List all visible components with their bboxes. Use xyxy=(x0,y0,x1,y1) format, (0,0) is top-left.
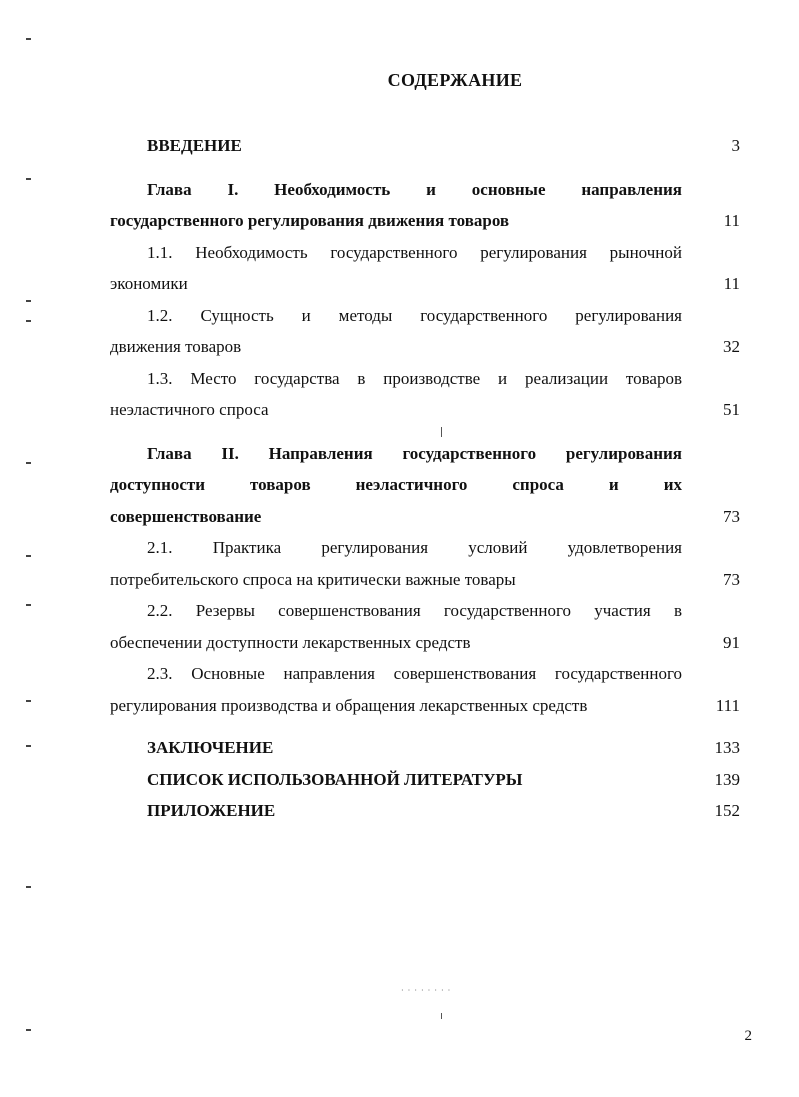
scan-mark xyxy=(441,1013,442,1019)
toc-entry-appendix xyxy=(110,795,740,827)
scan-mark xyxy=(26,555,31,557)
toc-page-number: 133 xyxy=(714,738,740,757)
scan-mark xyxy=(26,604,31,606)
scan-mark xyxy=(26,300,31,302)
toc-section-2-2 xyxy=(110,595,740,658)
toc-section-line: 2.1. Практика регулирования условий удовлетворения xyxy=(147,538,682,557)
toc-entry-title: ЗАКЛЮЧЕНИЕ xyxy=(147,738,274,757)
toc-section-2-3 xyxy=(110,658,740,721)
toc-section-line: движения товаров xyxy=(110,337,242,356)
toc-page-number: 152 xyxy=(714,801,740,820)
toc-page-number: 73 xyxy=(723,569,740,589)
toc-page-number: 139 xyxy=(714,769,740,789)
scan-mark: · · · · · · · · xyxy=(401,986,452,995)
toc-section-1-1 xyxy=(110,237,740,300)
toc-section-line: экономики xyxy=(110,274,188,293)
toc-page-number: 11 xyxy=(723,274,740,293)
toc-chapter-line: совершенствование xyxy=(110,506,262,526)
scan-mark xyxy=(26,745,31,747)
toc-section-line: 1.1. Необходимость государственного регулирования рыночной xyxy=(147,242,682,262)
toc-entry-title: СПИСОК ИСПОЛЬЗОВАННОЙ ЛИТЕРАТУРЫ xyxy=(147,769,523,789)
toc-entry-intro xyxy=(110,130,740,162)
toc-section-2-1 xyxy=(110,532,740,595)
scan-mark xyxy=(26,700,31,702)
toc-chapter-line: государственного регулирования движения товаров xyxy=(110,211,510,230)
toc-section-line: 2.3. Основные направления совершенствования государственного xyxy=(147,664,682,683)
toc-chapter-line: доступности товаров неэластичного спроса и их xyxy=(110,475,682,494)
page-title: СОДЕРЖАНИЕ xyxy=(387,70,523,90)
toc-section-1-2 xyxy=(110,300,740,363)
toc-page-number: 73 xyxy=(723,506,740,526)
toc-chapter-2 xyxy=(110,438,740,533)
toc-page-number: 3 xyxy=(731,136,740,155)
toc-page-number: 111 xyxy=(715,695,740,715)
scan-mark xyxy=(26,320,31,322)
scan-mark xyxy=(26,178,31,180)
scan-mark xyxy=(26,462,31,464)
toc-page-number: 32 xyxy=(723,337,740,356)
toc-section-line: 1.3. Место государства в производстве и реализации товаров xyxy=(147,368,682,388)
scan-mark xyxy=(26,886,31,888)
toc-section-1-3 xyxy=(110,363,740,426)
scan-mark xyxy=(441,427,442,437)
page-number: 2 xyxy=(744,1028,752,1044)
toc-chapter-1 xyxy=(110,174,740,237)
toc-entry-title: ВВЕДЕНИЕ xyxy=(147,136,242,155)
toc-section-line: 2.2. Резервы совершенствования государственного участия в xyxy=(147,601,682,620)
toc-chapter-line: Глава II. Направления государственного регулирования xyxy=(147,443,682,463)
scan-mark xyxy=(26,1029,31,1031)
scan-mark xyxy=(26,38,31,40)
toc-entry-bibliography xyxy=(110,764,740,796)
toc-page-number: 11 xyxy=(723,211,740,230)
table-of-contents xyxy=(110,130,740,827)
toc-section-line: неэластичного спроса xyxy=(110,400,269,419)
toc-chapter-line: Глава I. Необходимость и основные направления xyxy=(147,179,682,199)
toc-section-line: 1.2. Сущность и методы государственного регулирования xyxy=(147,305,682,325)
toc-section-line: обеспечении доступности лекарственных средств xyxy=(110,632,471,652)
toc-page-number: 51 xyxy=(723,400,740,419)
toc-entry-title: ПРИЛОЖЕНИЕ xyxy=(147,801,276,820)
toc-page-number: 91 xyxy=(723,632,740,652)
toc-entry-conclusion xyxy=(110,732,740,764)
toc-section-line: регулирования производства и обращения лекарственных средств xyxy=(110,695,588,715)
toc-section-line: потребительского спроса на критически важные товары xyxy=(110,569,516,589)
